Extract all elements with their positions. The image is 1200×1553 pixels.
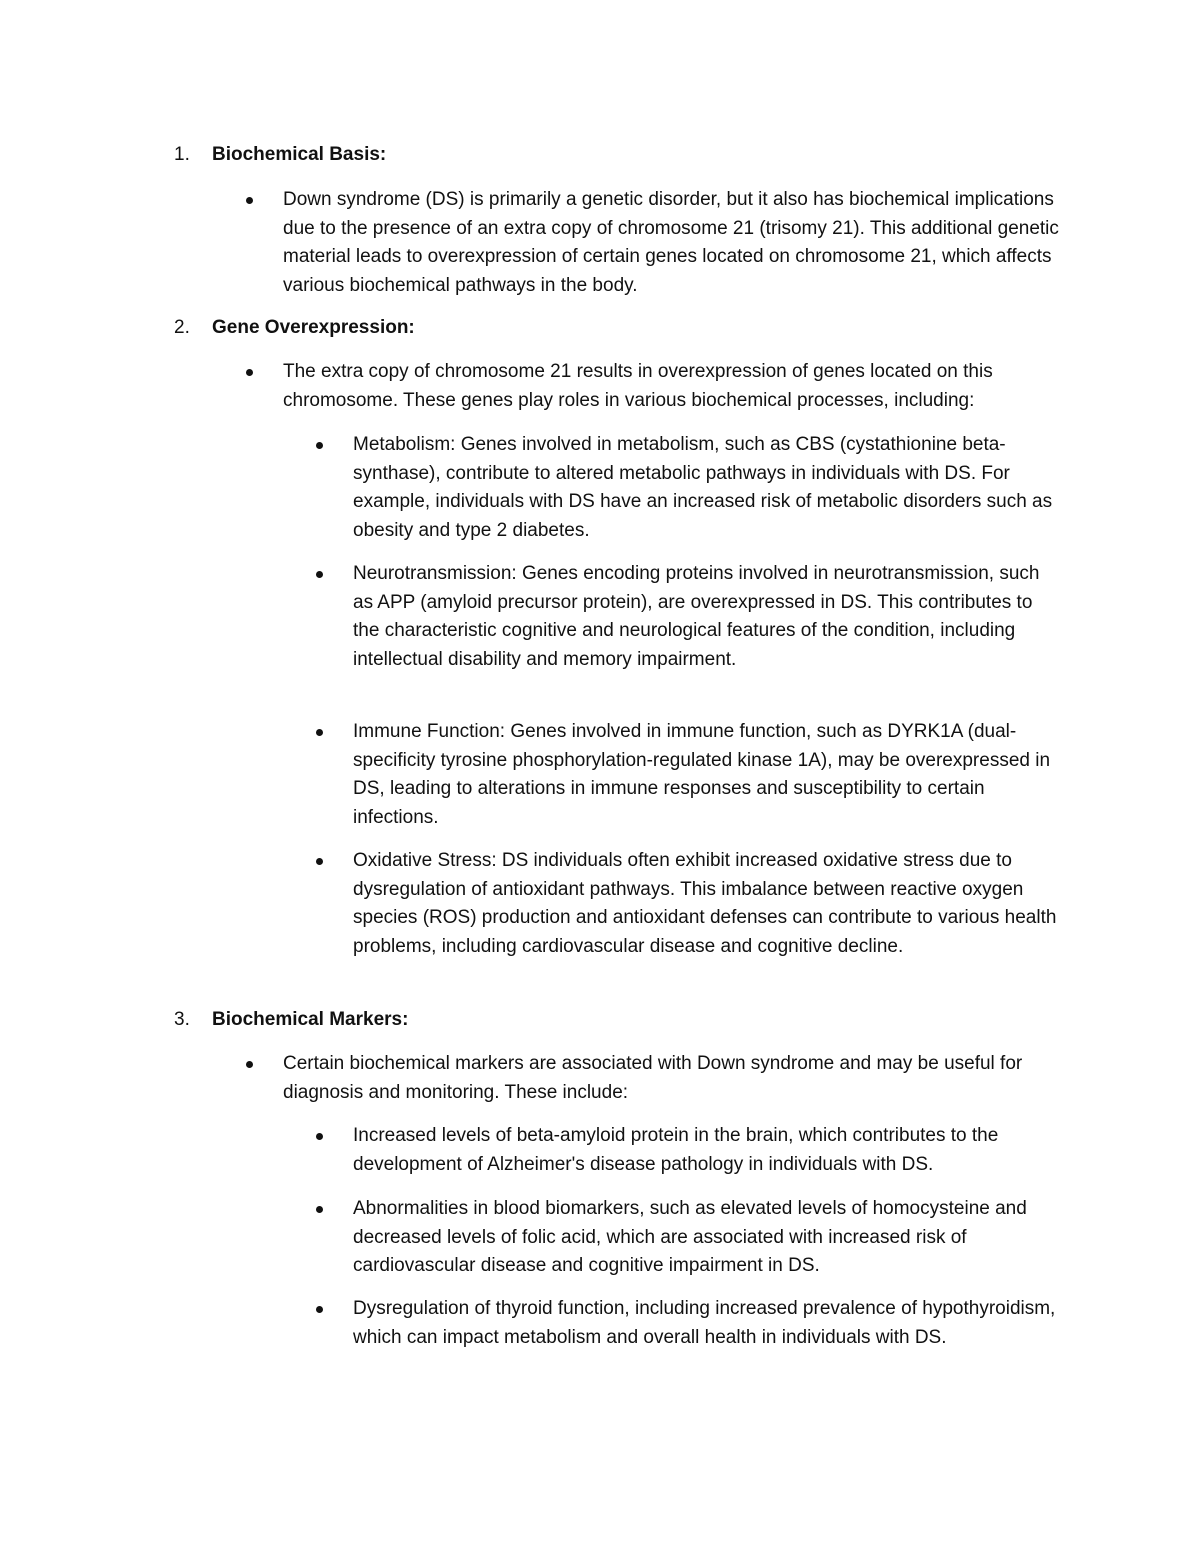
bullet-icon — [246, 197, 253, 204]
sub-list-item-text: Immune Function: Genes involved in immune function, such as DYRK1A (dual-specificity tyrosine phosphorylation-regulated kinase 1A), may be overexpressed in DS, leading to alterations in immune responses and susceptibility to certain infections. — [353, 721, 1051, 828]
list-item-text: Down syndrome (DS) is primarily a genetic disorder, but it also has biochemical implications due to the presence of an extra copy of chromosome 21 (trisomy 21). This additional genetic material leads to overexpression of certain genes located on chromosome 21, which affects various biochemical pathways in the body. — [283, 189, 1059, 296]
bullet-icon — [246, 1061, 253, 1068]
section-heading: Biochemical Markers: — [212, 1009, 409, 1030]
section-heading: Gene Overexpression: — [212, 317, 415, 338]
bullet-icon — [316, 1133, 323, 1140]
bullet-icon — [316, 1306, 323, 1313]
bullet-icon — [316, 442, 323, 449]
sub-list-item-text: Oxidative Stress: DS individuals often exhibit increased oxidative stress due to dysregulation of antioxidant pathways. This imbalance between reactive oxygen species (ROS) production and antioxidant defenses can contribute to various health problems, including cardiovascular disease and cognitive decline. — [353, 850, 1057, 957]
section-number: 2. — [174, 317, 190, 338]
sub-list-item-text: Abnormalities in blood biomarkers, such as elevated levels of homocysteine and decreased levels of folic acid, which are associated with increased risk of cardiovascular disease and cognitive impairment in DS. — [353, 1198, 1027, 1277]
section-heading: Biochemical Basis: — [212, 144, 387, 165]
sub-list-item-text: Metabolism: Genes involved in metabolism, such as CBS (cystathionine beta-synthase), contribute to altered metabolic pathways in individuals with DS. For example, individuals with DS have an increased risk of metabolic disorders such as obesity and type 2 diabetes. — [353, 434, 1053, 541]
bullet-icon — [316, 858, 323, 865]
section-number: 3. — [174, 1009, 190, 1030]
bullet-icon — [246, 369, 253, 376]
sub-list-item-text: Neurotransmission: Genes encoding proteins involved in neurotransmission, such as APP (amyloid precursor protein), are overexpressed in DS. This contributes to the characteristic cognitive and neurological features of the condition, including intellectual disability and memory impairment. — [353, 563, 1040, 670]
bullet-icon — [316, 1206, 323, 1213]
bullet-icon — [316, 571, 323, 578]
list-item-text: Certain biochemical markers are associated with Down syndrome and may be useful for diagnosis and monitoring. These include: — [283, 1053, 1023, 1103]
section-number: 1. — [174, 144, 190, 165]
bullet-icon — [316, 729, 323, 736]
sub-list-item-text: Increased levels of beta-amyloid protein in the brain, which contributes to the development of Alzheimer's disease pathology in individuals with DS. — [353, 1125, 999, 1175]
sub-list-item-text: Dysregulation of thyroid function, including increased prevalence of hypothyroidism, which can impact metabolism and overall health in individuals with DS. — [353, 1298, 1056, 1348]
list-item-text: The extra copy of chromosome 21 results in overexpression of genes located on this chromosome. These genes play roles in various biochemical processes, including: — [283, 361, 993, 411]
